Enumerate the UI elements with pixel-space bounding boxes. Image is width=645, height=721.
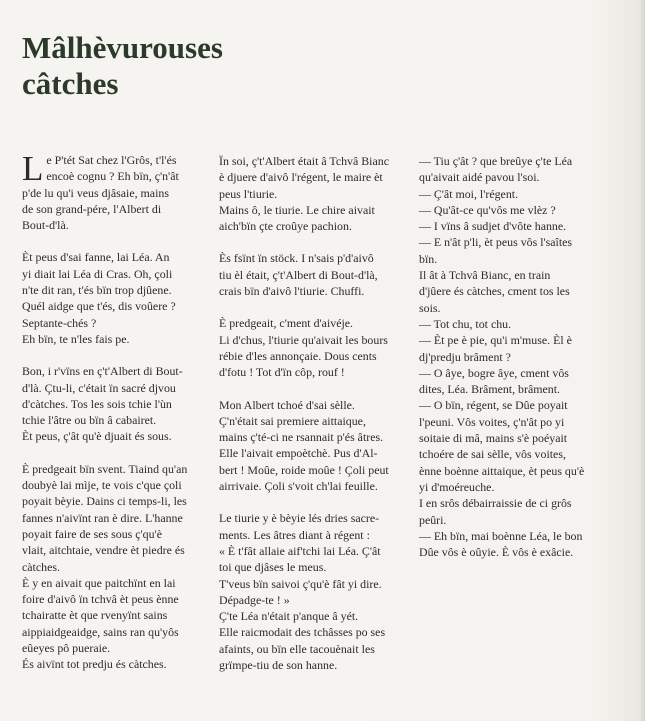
text-line: ènne boènne aittaique, èt peus qu'è: [419, 463, 585, 478]
text-line: toi que djâses le meus.: [219, 560, 327, 575]
text-line: tchairatte èt que rvenyïnt sains: [22, 608, 168, 623]
text-line: És aivïnt tot predju és càtches.: [22, 657, 167, 672]
text-line: tiu èl était, ç't'Albert di Bout-d'là,: [219, 267, 378, 282]
text-line: È y en aivait que paitchïnt en lai: [22, 575, 176, 590]
paragraph: [22, 149, 200, 233]
text-line: e P'tét Sat chez l'Grôs, t'l'és: [46, 153, 177, 167]
text-line: soitaie di mâ, mains s'è poéyait: [419, 431, 568, 446]
text-line: d'jûere és càtches, cment tos les: [419, 284, 570, 299]
text-line: sois.: [419, 300, 441, 315]
text-line: eûeyes pô pueraie.: [22, 641, 111, 656]
text-line: — Qu'ât-ce qu'vôs me vlèz ?: [419, 202, 556, 217]
text-line: Bon, i r'vïns en ç't'Albert di Bout-: [22, 364, 183, 379]
title-line: câtches: [22, 66, 119, 101]
text-line: vlait, aitchtaie, vendre èt piedre és: [22, 543, 185, 558]
paragraph: [219, 397, 399, 495]
paragraph: [22, 461, 200, 673]
text-line: — O âye, bogre âye, cment vôs: [419, 365, 569, 380]
text-line: tchie l'âtre ou bïn â cabairet.: [22, 413, 157, 428]
text-line: tchoére de sai sèlle, vôs voites,: [419, 447, 566, 462]
text-line: airrivaie. Çoli s'voit ch'lai feuille.: [219, 479, 378, 494]
text-line: aippiaidgeaidge, sains ran qu'yôs: [22, 624, 179, 639]
text-line: Ïn soi, ç't'Albert était â Tchvâ Bianc: [219, 154, 389, 168]
text-line: n'te dit ran, t'és bïn trop djûene.: [22, 283, 172, 298]
text-line: Eh bïn, te n'les fais pe.: [22, 331, 130, 346]
drop-cap: L: [22, 149, 44, 188]
text-line: dj'predju brâment ?: [419, 349, 511, 364]
text-line: p'de lu qu'i veus djâsaie, mains: [22, 185, 169, 200]
text-line: foire d'aivô ïn tchvâ èt peus ènne: [22, 592, 179, 607]
text-line: bïn.: [419, 251, 438, 266]
paragraph: [22, 363, 200, 444]
text-line: Septante-chés ?: [22, 315, 97, 330]
text-line: d'càtches. Tos les sois tchie l'ùn: [22, 396, 172, 411]
column-2: [219, 153, 399, 689]
paragraph: [219, 315, 399, 380]
text-line: — Tot chu, tot chu.: [419, 316, 512, 331]
article-title: [22, 30, 223, 102]
text-line: peûri.: [419, 512, 447, 527]
text-line: d'fotu ! Tot d'ïn côp, rouf !: [219, 365, 345, 380]
text-line: grïmpe-tiu de son hanne.: [219, 658, 338, 673]
text-line: de son grand-pére, l'Albert di: [22, 201, 162, 216]
text-line: dites, Léa. Brâment, brâment.: [419, 382, 560, 397]
page-edge-shadow: [639, 0, 645, 721]
paragraph: [419, 153, 597, 560]
paragraph: [219, 250, 399, 299]
text-line: càtches.: [22, 559, 60, 574]
text-line: doubyè lai mìje, te vois c'que çoli: [22, 478, 182, 493]
text-line: fannes n'aivïnt ran è dire. L'hanne: [22, 510, 183, 525]
text-line: È predgeait, c'ment d'aivéje.: [219, 316, 354, 331]
text-line: yi d'moéreuche.: [419, 479, 495, 494]
column-3: [419, 153, 597, 576]
text-line: Elle raicmodait des tchâsses po ses: [219, 625, 386, 640]
paragraph: [219, 510, 399, 673]
text-line: T'veus bïn saivoi ç'qu'è fât yi dire.: [219, 576, 382, 591]
text-line: ments. Les âtres diant à régent :: [219, 527, 370, 542]
text-line: l'peuni. Vôs voites, ç'n'ât po yi: [419, 414, 565, 429]
text-line: Dépadge-te ! »: [219, 592, 290, 607]
text-line: Ç'te Léa n'était p'anque â yét.: [219, 609, 359, 624]
text-line: Le tiurie y è bèyie lés dries sacre-: [219, 511, 380, 526]
text-line: Li d'chus, l'tiurie qu'aivait les bours: [219, 332, 388, 347]
text-line: Mon Albert tchoé d'sai sèlle.: [219, 397, 355, 412]
text-line: — O bïn, régent, se Dûe poyait: [419, 398, 568, 413]
text-line: — Tiu ç'ât ? que breûye ç'te Léa: [419, 154, 573, 168]
text-line: mains ç'té-ci ne rsannait p'és âtres.: [219, 430, 384, 445]
text-line: bert ! Moûe, roide moûe ! Çoli peut: [219, 462, 389, 477]
text-line: Ç'n'était sai premiere aittaique,: [219, 413, 366, 428]
text-line: encoè cognu ? Eh bïn, ç'n'ât: [46, 169, 179, 184]
text-line: Dûe vôs è oûyie. È vôs è exâcie.: [419, 545, 574, 560]
text-line: Ès fsïnt ïn stöck. I n'sais p'd'aivô: [219, 251, 374, 266]
text-line: — E n'ât p'li, èt peus vôs l'saîtes: [419, 235, 573, 250]
text-line: Èt peus d'sai fanne, lai Léa. An: [22, 250, 170, 265]
text-line: — Ç'ât moi, l'régent.: [419, 186, 519, 201]
text-line: qu'aivait aidé pavou l'soi.: [419, 170, 540, 185]
text-line: — I vïns â sudjet d'vôte hanne.: [419, 219, 567, 234]
text-line: poyait faire de ses sous ç'qu'è: [22, 526, 162, 541]
text-line: Mains ô, le tiurie. Le chire aivait: [219, 202, 375, 217]
text-line: È predgeait bïn svent. Tiaind qu'an: [22, 461, 188, 476]
text-line: — Eh bïn, mai boènne Léa, le bon: [419, 528, 583, 543]
text-line: è djuere d'aivô l'régent, le maire èt: [219, 170, 383, 185]
paragraph: [22, 249, 200, 347]
text-line: Elle l'aivait empoètchè. Pus d'Al-: [219, 446, 378, 461]
text-line: yi diait lai Léa di Cras. Oh, çoli: [22, 266, 173, 281]
text-line: d'là. Çtu-li, c'était ïn sacré djvou: [22, 380, 176, 395]
text-line: Bout-d'là.: [22, 218, 69, 233]
text-line: Èt peus, ç'ât qu'è djuait és sous.: [22, 429, 172, 444]
text-line: I en srôs débairraissie de ci grôs: [419, 496, 572, 511]
text-line: rébie d'les annonçaie. Dous cents: [219, 348, 377, 363]
text-line: — Èt pe è pie, qu'i m'muse. Èl è: [419, 333, 572, 348]
title-line: Mâlhèvurouses: [22, 30, 223, 65]
text-line: aich'bïn çte croûye pachion.: [219, 219, 352, 234]
text-line: afaints, ou bïn elle tacouènait les: [219, 641, 375, 656]
text-line: Il ât à Tchvâ Bianc, en train: [419, 268, 551, 283]
text-line: poyait bèyie. Dains ci temps-li, les: [22, 494, 187, 509]
text-line: Quél aidge que t'és, dis voûere ?: [22, 299, 176, 314]
text-line: crais bïn d'aivô l'tiurie. Chuffi.: [219, 284, 365, 299]
column-1: [22, 149, 200, 689]
paragraph: [219, 153, 399, 234]
text-line: « È t'fât allaie aif'tchi lai Léa. Ç'ât: [219, 543, 381, 558]
text-line: peus l'tiurie.: [219, 186, 278, 201]
